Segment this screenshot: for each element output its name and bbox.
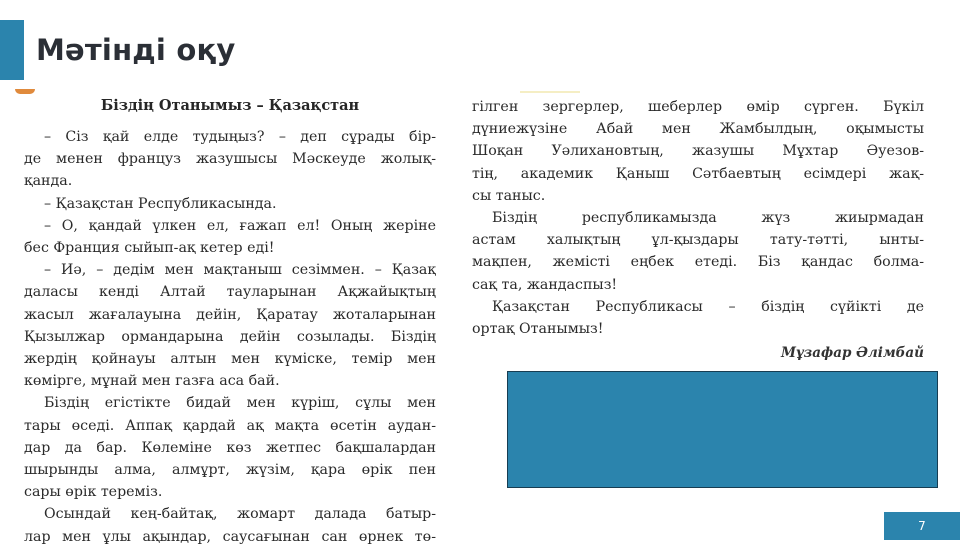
- text-line: даласы кенді Алтай тауларынан Ақжайықтың: [24, 284, 436, 301]
- textbook-page-left-column: [24, 96, 436, 548]
- text-line: ортақ Отанымыз!: [472, 321, 604, 338]
- text-line: лар мен ұлы ақындар, саусағынан сан өрнек тө-: [24, 528, 436, 545]
- text-line: де менен француз жазушысы Мәскеуде жолық-: [24, 151, 436, 168]
- text-line: – О, қандай үлкен ел, ғажап ел! Оның жеріне: [44, 217, 436, 234]
- text-line: сақ та, жандаспыз!: [472, 276, 618, 293]
- text-line: сы таныс.: [472, 187, 546, 204]
- text-line: дар да бар. Көлеміне көз жетпес бақшалардан: [24, 439, 436, 456]
- slide-title: Мәтінді оқу: [36, 33, 236, 67]
- page-number: 7: [884, 512, 960, 540]
- text-line: сары өрік тереміз.: [24, 484, 163, 501]
- text-line: мақпен, жемісті еңбек етеді. Біз қандас болма-: [472, 254, 924, 271]
- text-line: Шоқан Уәлихановтың, жазушы Мұхтар Әуезов-: [472, 143, 924, 160]
- text-line: Осындай кең-байтақ, жомарт далада батыр-: [44, 506, 436, 523]
- text-line: – Сіз қай елде тудыңыз? – деп сұрады бір-: [44, 129, 436, 145]
- text-line: жердің қойнауы алтын мен күміске, темір мен: [24, 351, 436, 368]
- text-line: Қазақстан Республикасы – біздің сүйікті де: [492, 298, 924, 315]
- story-title: Біздің Отанымыз – Қазақстан: [100, 97, 360, 114]
- yellow-decoration: [520, 91, 580, 93]
- blue-content-box: [507, 371, 938, 488]
- text-line: астам халықтың ұл-қыздары тату-тәтті, ынты-: [472, 232, 924, 249]
- text-line: тары өседі. Аппақ қардай ақ мақта өсетін аудан-: [24, 417, 436, 434]
- text-line: шырынды алма, алмұрт, жүзім, қара өрік пен: [24, 462, 436, 479]
- text-line: Біздің республикамызда жүз жиырмадан: [492, 210, 924, 227]
- text-line: дүниежүзіне Абай мен Жамбылдың, оқымысты: [472, 121, 924, 138]
- text-line: – Қазақстан Республикасында.: [44, 195, 277, 212]
- text-line: Біздің егістікте бидай мен күріш, сұлы мен: [44, 395, 436, 412]
- text-line: тің, академик Қаныш Сәтбаевтың есімдері жақ-: [472, 165, 924, 182]
- text-line: көмірге, мұнай мен газға аса бай.: [24, 373, 280, 390]
- text-line: Қызылжар ормандарына дейін созылады. Біздің: [24, 328, 436, 345]
- textbook-page-right-column: [472, 96, 924, 364]
- title-accent-bar: [0, 20, 24, 80]
- text-line: қанда.: [24, 173, 73, 190]
- text-line: жасыл жағалауына дейін, Қаратау жоталарынан: [24, 306, 436, 323]
- text-line: – Иә, – дедім мен мақтаныш сезіммен. – Қазақ: [44, 262, 436, 279]
- text-line: гілген зергерлер, шеберлер өмір сүрген. Бүкіл: [472, 99, 924, 115]
- text-line: бес Франция сыйып-ақ кетер еді!: [24, 240, 275, 257]
- author-name: Мұзафар Әлімбай: [780, 345, 924, 362]
- orange-decoration: [15, 89, 35, 94]
